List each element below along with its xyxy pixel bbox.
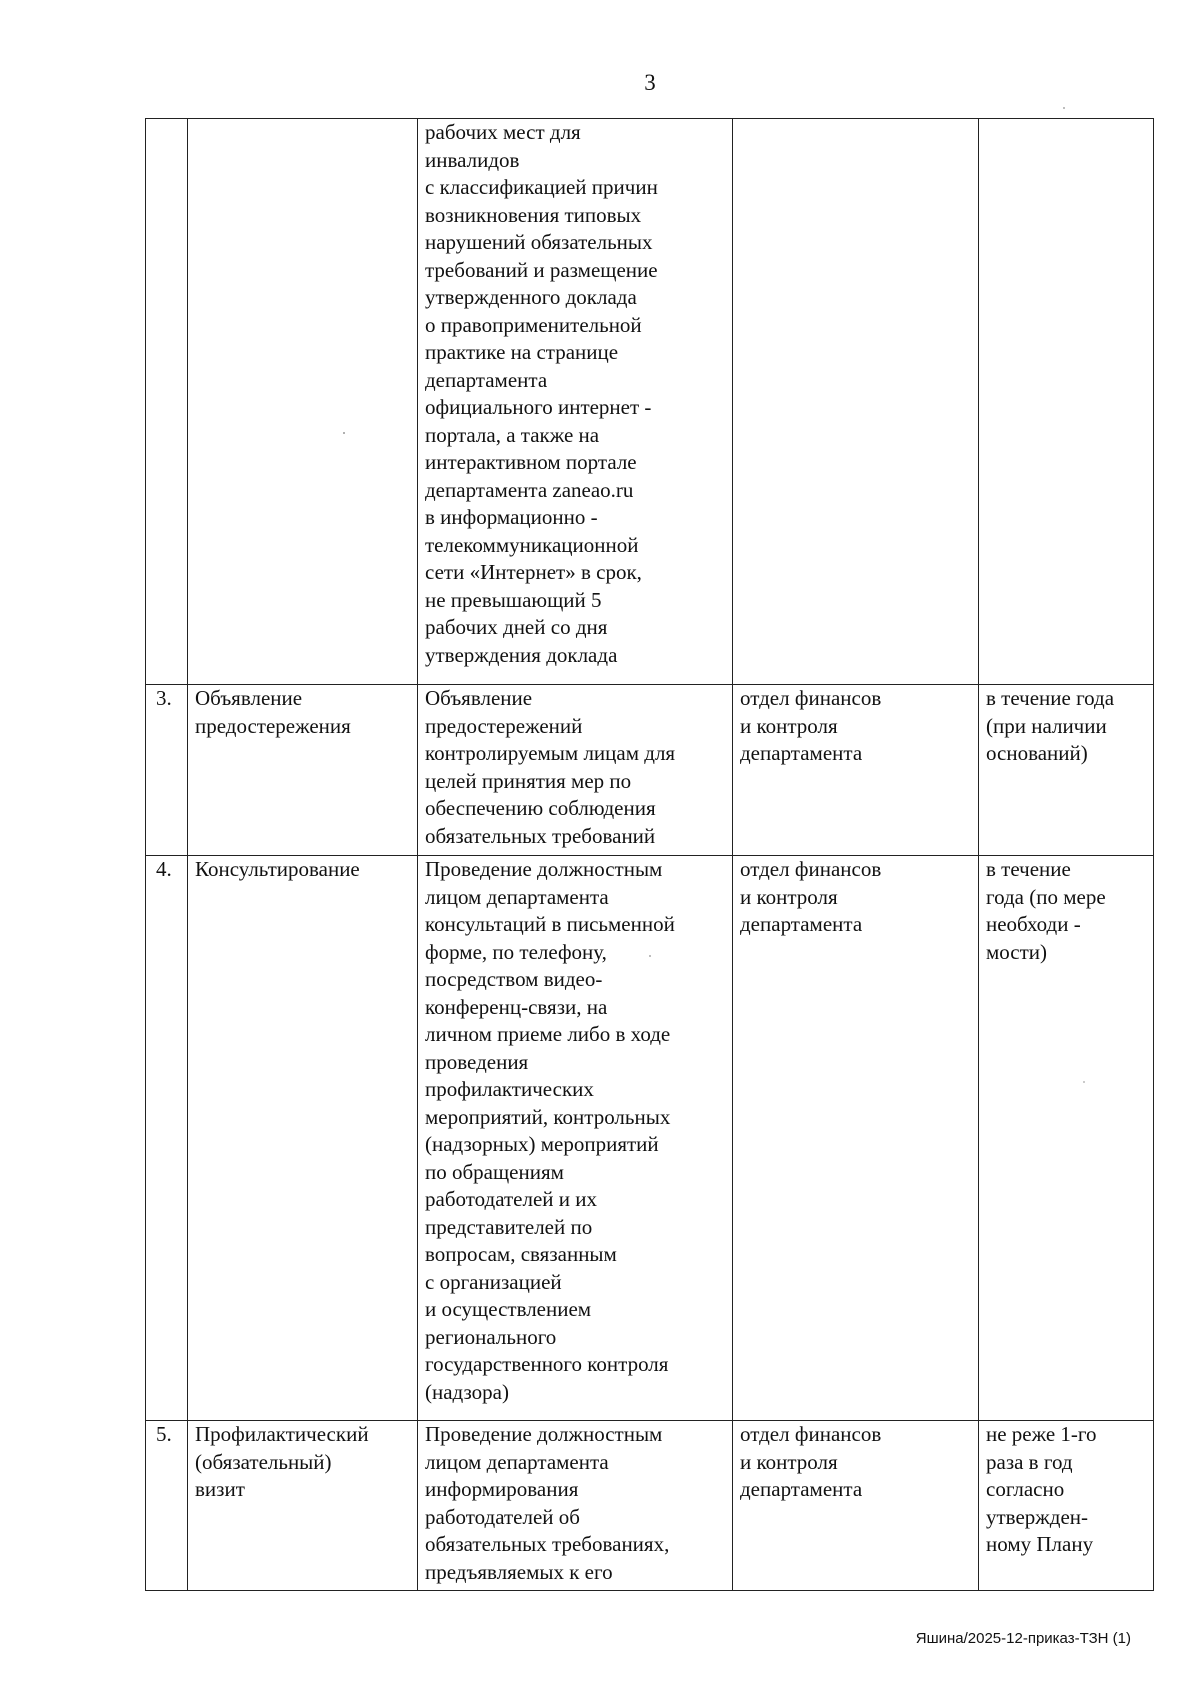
measure-name: Консультирование (188, 856, 418, 1421)
responsible-unit: отдел финансов и контроля департамента (733, 856, 979, 1421)
row-number: 4. (146, 856, 188, 1421)
deadline: не реже 1-го раза в год согласно утвержден- ному Плану (979, 1421, 1154, 1591)
responsible-unit: отдел финансов и контроля департамента (733, 685, 979, 856)
measure-name: Объявление предостережения (188, 685, 418, 856)
deadline: в течение года (при наличии оснований) (979, 685, 1154, 856)
measure-content: рабочих мест для инвалидов с классификацией причин возникновения типовых нарушений обязательных требований и размещение утвержденного доклада о правоприменительной практике на странице департамента официального интернет - портала, а также на интерактивном портале департамента zaneao.ru в информационно - телекоммуникационной сети «Интернет» в срок, не превышающий 5 рабочих дней со дня утверждения доклада (418, 119, 733, 685)
row-number: 3. (146, 685, 188, 856)
measure-content: Проведение должностным лицом департамента информирования работодателей об обязательных требованиях, предъявляемых к его (418, 1421, 733, 1591)
measure-content: Проведение должностным лицом департамента консультаций в письменной форме, по телефону, посредством видео- конференц-связи, на личном приеме либо в ходе проведения профилактических мероприятий, контрольных (надзорных) мероприятий по обращениям работодателей и их представителей по вопросам, связанным с организацией и осуществлением регионального государственного контроля (надзора) (418, 856, 733, 1421)
responsible-unit: отдел финансов и контроля департамента (733, 1421, 979, 1591)
measure-content: Объявление предостережений контролируемым лицам для целей принятия мер по обеспечению соблюдения обязательных требований (418, 685, 733, 856)
deadline: в течение года (по мере необходи - мости) (979, 856, 1154, 1421)
page-number: 3 (644, 70, 656, 95)
row-number: 5. (146, 1421, 188, 1591)
measure-name: Профилактический (обязательный) визит (188, 1421, 418, 1591)
document-footer-code: Яшина/2025-12-приказ-ТЗН (1) (915, 1630, 1131, 1647)
